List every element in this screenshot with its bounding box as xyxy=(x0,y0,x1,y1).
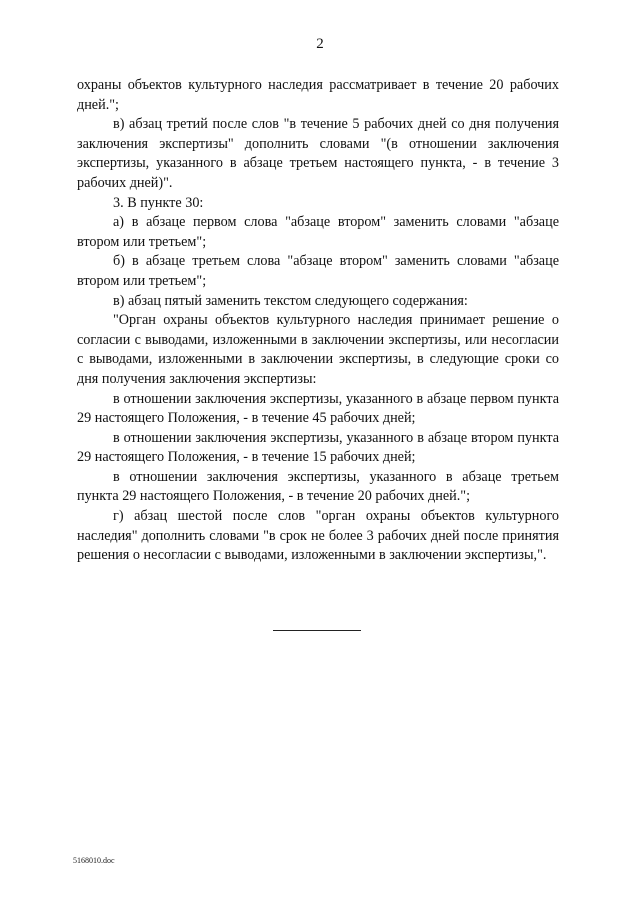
paragraph-term-45: в отношении заключения экспертизы, указанного в абзаце первом пункта 29 настоящего Положения, - в течение 45 рабочих дней; xyxy=(77,390,559,427)
paragraph-continuation: охраны объектов культурного наследия рассматривает в течение 20 рабочих дней."; xyxy=(77,77,559,113)
paragraph-quote-start: "Орган охраны объектов культурного наследия принимает решение о согласии с выводами, изложенными в заключении экспертизы, или несогласии с выводами, изложенными в заключении экспертизы, в следующие сроки со дня получения заключения экспертизы: xyxy=(77,312,559,387)
paragraph-item-v-2: в) абзац пятый заменить текстом следующего содержания: xyxy=(113,292,468,309)
separator-line xyxy=(273,630,361,631)
paragraph-term-20: в отношении заключения экспертизы, указанного в абзаце третьем пункта 29 настоящего Положения, - в течение 20 рабочих дней."; xyxy=(77,468,559,505)
paragraph-term-15: в отношении заключения экспертизы, указанного в абзаце втором пункта 29 настоящего Положения, - в течение 15 рабочих дней; xyxy=(77,429,559,466)
page-number: 2 xyxy=(316,36,324,52)
document-body xyxy=(77,76,559,566)
paragraph-item-a: а) в абзаце первом слова "абзаце втором" заменить словами "абзаце втором или третьем"; xyxy=(77,214,559,250)
document-filename: 5168010.doc xyxy=(73,856,115,865)
paragraph-item-b: б) в абзаце третьем слова "абзаце втором" заменить словами "абзаце втором или третьем"; xyxy=(77,253,559,289)
paragraph-item-g: г) абзац шестой после слов "орган охраны объектов культурного наследия" дополнить словами "в срок не более 3 рабочих дней после принятия решения о несогласии с выводами, изложенными в заключении экспертизы,". xyxy=(77,508,559,564)
paragraph-item-v: в) абзац третий после слов "в течение 5 рабочих дней со дня получения заключения экспертизы" дополнить словами "(в отношении заключения экспертизы, указанного в абзаце третьем настоящего пункта, - в течение 3 рабочих дней)". xyxy=(77,116,559,191)
paragraph-point-3: 3. В пункте 30: xyxy=(113,194,204,211)
